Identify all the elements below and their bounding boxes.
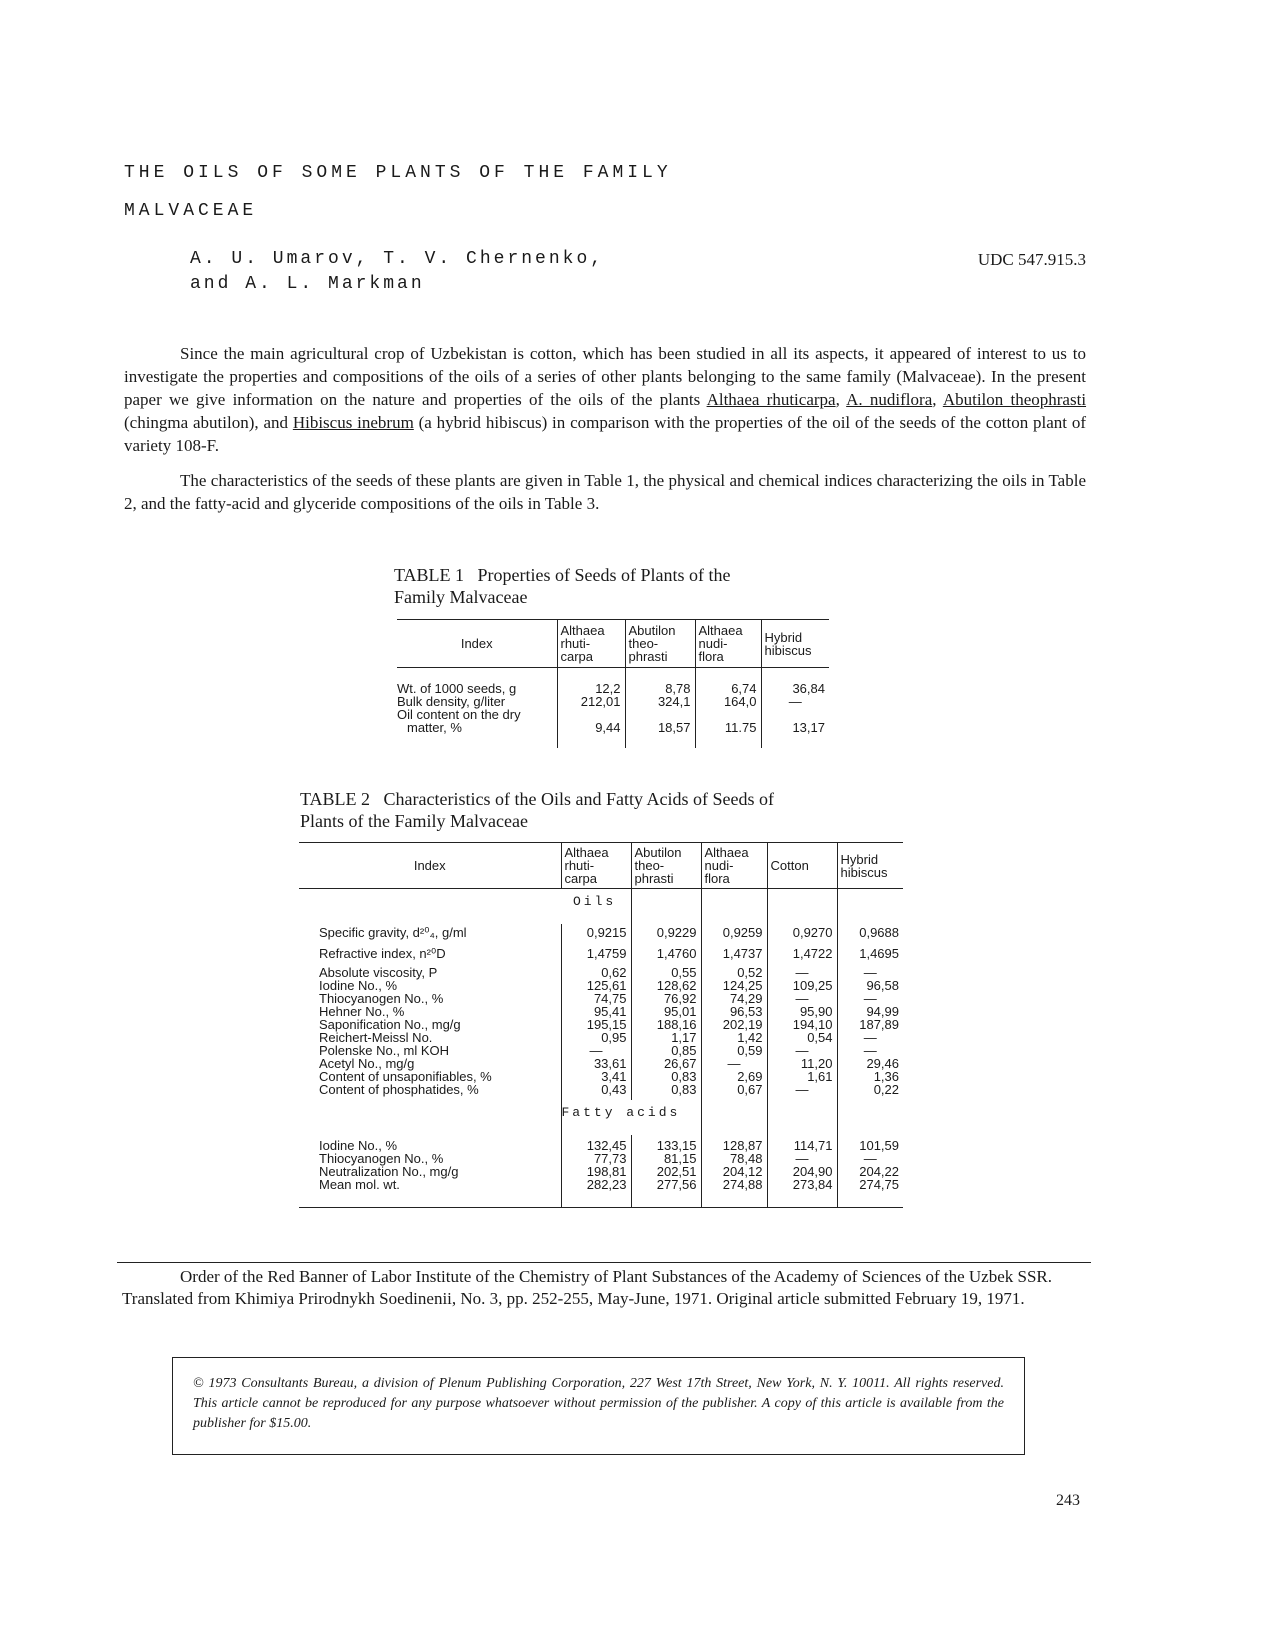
cell-value: 194,10 <box>767 1018 837 1031</box>
cell-value: 0,83 <box>631 1083 701 1100</box>
cell-value: — <box>767 1152 837 1165</box>
cell-value: 3,41 <box>561 1070 631 1083</box>
cell-value: 0,85 <box>631 1044 701 1057</box>
table1-col-header: Althaea nudi- flora <box>695 620 761 668</box>
cell-value: 74,29 <box>701 992 767 1005</box>
table2-col-header: Cotton <box>767 843 837 889</box>
cell-value: 204,22 <box>837 1165 903 1178</box>
cell-value: 33,61 <box>561 1057 631 1070</box>
cell-value: 1,4737 <box>701 939 767 960</box>
table-1 <box>397 619 829 748</box>
row-label: Acetyl No., mg/g <box>319 1056 415 1071</box>
cell-value: 1,4695 <box>837 939 903 960</box>
row-label: Specific gravity, d²⁰₄, g/ml <box>319 925 467 940</box>
cell-value: 198,81 <box>561 1165 631 1178</box>
table-row <box>299 960 903 979</box>
cell-value: 128,62 <box>631 979 701 992</box>
cell-value: 76,92 <box>631 992 701 1005</box>
cell-value: 77,73 <box>561 1152 631 1165</box>
table-row: Oil content on the dry matter, % 9,44 18,57 11.75 13,17 <box>397 708 829 748</box>
cell-value: 78,48 <box>701 1152 767 1165</box>
cell-value: — <box>837 1044 903 1057</box>
cell-value: — <box>561 1044 631 1057</box>
title-line-1: THE OILS OF SOME PLANTS OF THE FAMILY <box>124 163 672 183</box>
cell-value: 95,01 <box>631 1005 701 1018</box>
cell-value: 0,54 <box>767 1031 837 1044</box>
cell-value: 11,20 <box>767 1057 837 1070</box>
row-label: Mean mol. wt. <box>299 1178 561 1208</box>
authors <box>190 247 604 297</box>
table-2 <box>299 842 903 1208</box>
cell-value: 0,9270 <box>767 924 837 939</box>
cell-value: 204,12 <box>701 1165 767 1178</box>
cell-value: 26,67 <box>631 1057 701 1070</box>
cell-value: 1,36 <box>837 1070 903 1083</box>
table2-col-header: Althaea rhuti- carpa <box>561 843 631 889</box>
cell-value: 0,95 <box>561 1031 631 1044</box>
cell-value: 195,15 <box>561 1018 631 1031</box>
row-label: Iodine No., % <box>319 1138 398 1153</box>
cell-value: — <box>837 960 903 979</box>
cell-value: 277,56 <box>631 1178 701 1208</box>
table2-col-header: Althaea nudi- flora <box>701 843 767 889</box>
row-label: Iodine No., % <box>319 978 398 993</box>
row-label: Thiocyanogen No., % <box>319 991 444 1006</box>
table2-section-fatty: Fatty acids <box>299 1100 903 1135</box>
copyright-text: © 1973 Consultants Bureau, a division of Plenum Publishing Corporation, 227 West 17th Street, New York, N. Y. 10011. All rights reserved. This article cannot be reproduced for any purpose whatsoever without permission of the publisher. A copy of this article is available from the publisher for $15.00. <box>193 1376 1004 1431</box>
table2-index-header: Index <box>299 843 561 889</box>
row-label: Neutralization No., mg/g <box>319 1164 459 1179</box>
cell-value: 132,45 <box>561 1135 631 1152</box>
cell-value: 0,9229 <box>631 924 701 939</box>
paragraph-1: Since the main agricultural crop of Uzbekistan is cotton, which has been studied in all its aspects, it appeared of interest to us to investigate the properties and compositions of the oils of a series of other plants belonging to the same family (Malvaceae). In the present paper we give information on the nature and properties of the oils of the plants Althaea rhuticarpa, A. nudiflora, Abutilon theophrasti (chingma abutilon), and Hibiscus inebrum (a hybrid hibiscus) in comparison with the properties of the oil of the seeds of the cotton plant of variety 108-F. <box>124 344 1087 455</box>
cell-value: — <box>767 960 837 979</box>
udc-code: UDC 547.915.3 <box>977 250 1086 269</box>
row-label: Absolute viscosity, P <box>319 965 438 980</box>
table2-col-header: Abutilon theo- phrasti <box>631 843 701 889</box>
table-row: Wt. of 1000 seeds, g 12,2 8,78 6,74 36,84 <box>397 668 829 696</box>
table-row <box>299 1083 903 1100</box>
cell-value: 29,46 <box>837 1057 903 1070</box>
cell-value: 204,90 <box>767 1165 837 1178</box>
cell-value: — <box>701 1057 767 1070</box>
cell-value: 95,41 <box>561 1005 631 1018</box>
cell-value: 0,22 <box>837 1083 903 1100</box>
cell-value: 0,62 <box>561 960 631 979</box>
title-line-2: MALVACEAE <box>124 201 258 221</box>
cell-value: 0,55 <box>631 960 701 979</box>
cell-value: 0,67 <box>701 1083 767 1100</box>
authors-line-2: and A. L. Markman <box>190 274 425 294</box>
cell-value: — <box>767 1044 837 1057</box>
cell-value: — <box>837 1031 903 1044</box>
cell-value: 202,51 <box>631 1165 701 1178</box>
cell-value: 96,53 <box>701 1005 767 1018</box>
cell-value: 1,4759 <box>561 939 631 960</box>
row-label: Thiocyanogen No., % <box>319 1151 444 1166</box>
table1-caption: TABLE 1 Properties of Seeds of Plants of the Family Malvaceae <box>394 565 731 607</box>
cell-value: — <box>767 1083 837 1100</box>
cell-value: — <box>767 992 837 1005</box>
cell-value: 274,88 <box>701 1178 767 1208</box>
row-label: Hehner No., % <box>319 1004 405 1019</box>
cell-value: 188,16 <box>631 1018 701 1031</box>
table1-col-header: Abutilon theo- phrasti <box>625 620 695 668</box>
table2-body <box>299 889 903 1208</box>
cell-value: 96,58 <box>837 979 903 992</box>
table1-index-header: Index <box>397 620 557 668</box>
cell-value: 0,9259 <box>701 924 767 939</box>
cell-value: 0,52 <box>701 960 767 979</box>
row-label: Content of phosphatides, % <box>319 1082 479 1097</box>
copyright-box <box>172 1357 1025 1455</box>
cell-value: 1,17 <box>631 1031 701 1044</box>
paragraph-2: The characteristics of the seeds of these plants are given in Table 1, the physical and chemical indices characterizing the oils in Table 2, and the fatty-acid and glyceride compositions of the oils in Table 3. <box>124 471 1086 513</box>
cell-value: 282,23 <box>561 1178 631 1208</box>
cell-value: 109,25 <box>767 979 837 992</box>
cell-value: 0,59 <box>701 1044 767 1057</box>
cell-value: — <box>837 1152 903 1165</box>
table-row: Bulk density, g/liter 212,01 324,1 164,0 — <box>397 695 829 708</box>
table2-header-row <box>299 843 903 889</box>
cell-value: 0,43 <box>561 1083 631 1100</box>
row-label: Saponification No., mg/g <box>319 1017 461 1032</box>
table2-section-oils: Oils <box>299 889 903 925</box>
table-row <box>299 924 903 939</box>
cell-value: 273,84 <box>767 1178 837 1208</box>
cell-value: 0,83 <box>631 1070 701 1083</box>
cell-value: 94,99 <box>837 1005 903 1018</box>
cell-value: 128,87 <box>701 1135 767 1152</box>
table1-col-header: Althaea rhuti- carpa <box>557 620 625 668</box>
affiliation-note: Order of the Red Banner of Labor Institute of the Chemistry of Plant Substances of the Academy of Sciences of the Uzbek SSR. Translated from Khimiya Prirodnykh Soedinenii, No. 3, pp. 252-255, May-June, 1971. Original article submitted February 19, 1971. <box>122 1267 1052 1308</box>
row-label: Refractive index, n²⁰D <box>319 946 446 961</box>
cell-value: 1,61 <box>767 1070 837 1083</box>
cell-value: — <box>837 992 903 1005</box>
row-label: Content of unsaponifiables, % <box>319 1069 492 1084</box>
table2-caption: TABLE 2 Characteristics of the Oils and Fatty Acids of Seeds of Plants of the Family Malvaceae <box>300 789 774 831</box>
cell-value: 125,61 <box>561 979 631 992</box>
table2-col-header: Hybrid hibiscus <box>837 843 903 889</box>
row-label: Polenske No., ml KOH <box>319 1043 450 1058</box>
cell-value: 133,15 <box>631 1135 701 1152</box>
row-label: Reichert-Meissl No. <box>319 1030 433 1045</box>
cell-value: 274,75 <box>837 1178 903 1208</box>
table1-col-header: Hybrid hibiscus <box>761 620 829 668</box>
table-row <box>299 1178 903 1208</box>
authors-line-1: A. U. Umarov, T. V. Chernenko, <box>190 249 605 269</box>
page-number: 243 <box>1056 1492 1080 1509</box>
cell-value: 0,9688 <box>837 924 903 939</box>
cell-value: 124,25 <box>701 979 767 992</box>
cell-value: 101,59 <box>837 1135 903 1152</box>
cell-value: 0,9215 <box>561 924 631 939</box>
footer-divider <box>117 1262 1091 1263</box>
table-row <box>299 1135 903 1152</box>
table-row <box>299 939 903 960</box>
body-text <box>124 342 1086 515</box>
cell-value: 1,4722 <box>767 939 837 960</box>
cell-value: 114,71 <box>767 1135 837 1152</box>
cell-value: 202,19 <box>701 1018 767 1031</box>
cell-value: 95,90 <box>767 1005 837 1018</box>
cell-value: 187,89 <box>837 1018 903 1031</box>
cell-value: 81,15 <box>631 1152 701 1165</box>
cell-value: 1,42 <box>701 1031 767 1044</box>
cell-value: 1,4760 <box>631 939 701 960</box>
table1-header-row <box>397 620 829 668</box>
cell-value: 74,75 <box>561 992 631 1005</box>
cell-value: 2,69 <box>701 1070 767 1083</box>
